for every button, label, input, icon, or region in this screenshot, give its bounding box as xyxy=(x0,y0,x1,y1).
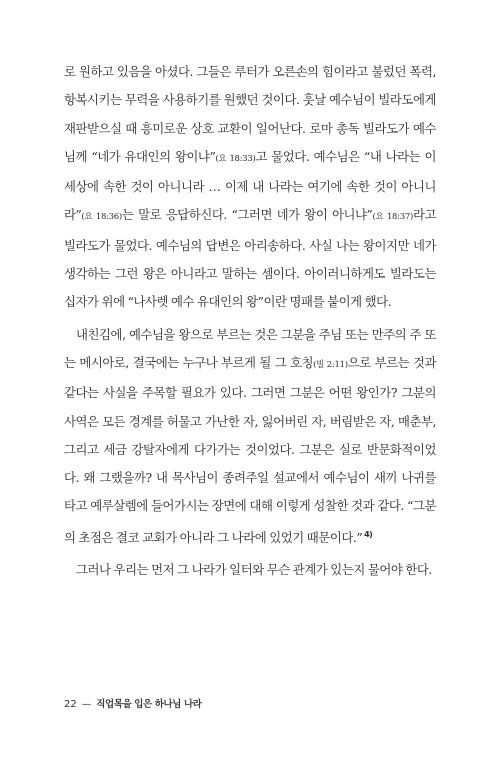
page-footer xyxy=(64,696,202,710)
footer-separator: — xyxy=(81,699,92,710)
paragraph xyxy=(64,321,436,552)
scripture-reference: (요 18:36) xyxy=(81,212,122,223)
text-run: 로 원하고 있음을 아셨다. 그들은 루터가 오른손의 힘이라고 불렀던 폭력, 항복시키는 무력을 사용하기를 원했던 것이다. 훗날 예수님이 빌라도에게 재판받으실 때 흥미로운 상호 교환이 일어난다. 로마 총독 빌라도가 예수님께 “네가 유대인의 왕이냐” xyxy=(64,64,436,164)
footnote-marker: 4) xyxy=(362,529,373,539)
text-run: 그러나 우리는 먼저 그 나라가 일터와 무슨 관계가 있는지 물어야 한다. xyxy=(76,562,432,578)
body-text xyxy=(64,58,436,588)
text-run: 라고 빌라도가 물었다. 예수님의 답변은 아리송하다. 사실 나는 왕이지만 네가 생각하는 그런 왕은 아니라고 말하는 셈이다. 아이러니하게도 빌라도는 십자가 위에 “나사렛 예수 유대인의 왕”이란 명패를 붙이게 했다. xyxy=(64,207,437,310)
text-run: 고 물었다. 예수님은 “내 나라는 이 세상에 속한 것이 아니니라 … 이제 내 나라는 여기에 속한 것이 아니니라” xyxy=(64,148,436,223)
book-title: 직업목을 입은 하나님 나라 xyxy=(96,699,202,710)
text-run: 는 말로 응답하신다. “그러면 네가 왕이 아니냐” xyxy=(121,207,373,223)
paragraph xyxy=(64,58,436,317)
text-run: 으로 부르는 것과 같다는 사실을 주목할 필요가 있다. 그러면 그분은 어떤 왕인가? 그분의 사역은 모든 경계를 허물고 가난한 자, 잃어버린 자, 버림받은 자, 매춘부, 그리고 세금 강탈자에게 다가가는 것이었다. 그분은 실로 반문화적이었다. 왜 그랬을까? 내 목사님이 종려주일 설교에서 예수님이 새끼 나귀를 타고 예루살렘에 들어가시는 장면에 대해 이렇게 성찰한 것과 같다. “그분의 초점은 결코 교회가 아니라 그 나라에 있었기 때문이다.” xyxy=(64,354,437,545)
scripture-reference: (요 18:33) xyxy=(215,153,256,164)
text-run: 내친김에, 예수님을 왕으로 부르는 것은 그분을 주님 또는 만주의 주 또는 메시아로, 결국에는 누구나 부르게 될 그 호칭 xyxy=(64,326,436,370)
paragraph xyxy=(64,556,436,584)
page-number: 22 xyxy=(64,699,77,710)
scripture-reference: (요 18:37) xyxy=(372,212,413,223)
scripture-reference: (빌 2:11) xyxy=(313,359,348,370)
